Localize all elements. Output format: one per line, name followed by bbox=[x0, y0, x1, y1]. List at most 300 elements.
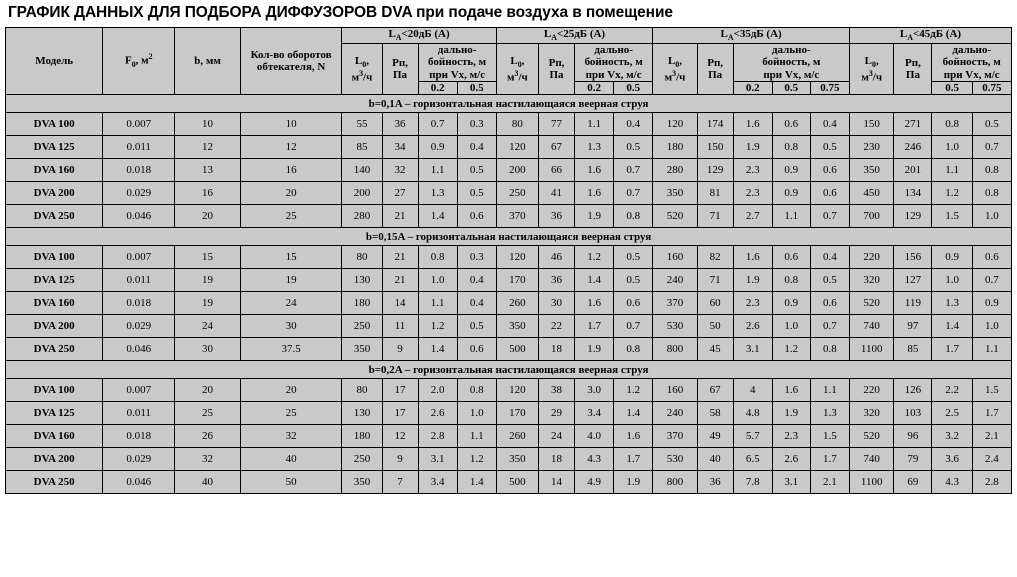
row-g1-v1: 27 bbox=[382, 182, 418, 205]
row-g1-v2: 0.8 bbox=[418, 246, 457, 269]
table-body bbox=[6, 95, 1012, 494]
row-g2-v2: 1.6 bbox=[575, 159, 614, 182]
row-g2-v1: 38 bbox=[539, 379, 575, 402]
row-g2-v0: 260 bbox=[496, 292, 538, 315]
row-g2-v2: 1.3 bbox=[575, 136, 614, 159]
section-caption: b=0,15A – горизонтальная настилающаяся веерная струя bbox=[6, 228, 1012, 246]
header-speed-g1-0: 0.2 bbox=[575, 81, 614, 94]
row-model: DVA 160 bbox=[6, 292, 103, 315]
row-g2-v0: 370 bbox=[496, 205, 538, 228]
row-g4-v3: 2.8 bbox=[972, 471, 1011, 494]
row-g3-v0: 180 bbox=[653, 136, 697, 159]
row-g1-v1: 12 bbox=[382, 425, 418, 448]
table-row bbox=[6, 471, 1012, 494]
row-turns: 20 bbox=[240, 379, 342, 402]
row-g3-v0: 370 bbox=[653, 425, 697, 448]
row-g4-v1: 156 bbox=[894, 246, 932, 269]
table-row bbox=[6, 402, 1012, 425]
row-g3-v2: 1.9 bbox=[733, 136, 772, 159]
row-g1-v3: 1.0 bbox=[457, 402, 496, 425]
row-g3-v4: 0.4 bbox=[810, 246, 849, 269]
row-g3-v0: 120 bbox=[653, 113, 697, 136]
row-g4-v0: 740 bbox=[849, 315, 893, 338]
header-rp-g3: Рп, Па bbox=[894, 44, 932, 95]
row-g1-v2: 1.1 bbox=[418, 159, 457, 182]
table-row bbox=[6, 292, 1012, 315]
row-model: DVA 250 bbox=[6, 205, 103, 228]
row-g1-v2: 3.4 bbox=[418, 471, 457, 494]
row-g4-v2: 1.5 bbox=[932, 205, 972, 228]
row-g3-v4: 0.4 bbox=[810, 113, 849, 136]
row-b: 10 bbox=[175, 113, 241, 136]
row-g4-v0: 740 bbox=[849, 448, 893, 471]
row-g2-v3: 1.4 bbox=[614, 402, 653, 425]
section-caption: b=0,1A – горизонтальная настилающаяся веерная струя bbox=[6, 95, 1012, 113]
row-g3-v0: 160 bbox=[653, 379, 697, 402]
row-g1-v2: 1.3 bbox=[418, 182, 457, 205]
row-model: DVA 200 bbox=[6, 182, 103, 205]
section-caption-row bbox=[6, 361, 1012, 379]
row-model: DVA 250 bbox=[6, 471, 103, 494]
row-g3-v3: 0.9 bbox=[772, 292, 810, 315]
row-g4-v0: 1100 bbox=[849, 338, 893, 361]
row-g3-v1: 45 bbox=[697, 338, 733, 361]
row-g4-v0: 350 bbox=[849, 159, 893, 182]
row-g4-v1: 69 bbox=[894, 471, 932, 494]
row-turns: 25 bbox=[240, 402, 342, 425]
row-f0: 0.046 bbox=[103, 205, 175, 228]
row-g4-v3: 1.5 bbox=[972, 379, 1011, 402]
row-g3-v3: 1.6 bbox=[772, 379, 810, 402]
row-g1-v0: 180 bbox=[342, 292, 382, 315]
header-l0-g3: $L_0$, $м^3/ч$ bbox=[849, 44, 893, 95]
row-g3-v4: 0.7 bbox=[810, 315, 849, 338]
row-g3-v3: 1.2 bbox=[772, 338, 810, 361]
row-g3-v2: 2.6 bbox=[733, 315, 772, 338]
row-b: 32 bbox=[175, 448, 241, 471]
row-g2-v2: 1.6 bbox=[575, 292, 614, 315]
row-g2-v3: 0.4 bbox=[614, 113, 653, 136]
row-g4-v1: 119 bbox=[894, 292, 932, 315]
header-speed-g2-0: 0.2 bbox=[733, 81, 772, 94]
row-g3-v3: 2.6 bbox=[772, 448, 810, 471]
row-g2-v1: 36 bbox=[539, 205, 575, 228]
row-g2-v0: 80 bbox=[496, 113, 538, 136]
row-g4-v2: 0.8 bbox=[932, 113, 972, 136]
watermark bbox=[867, 541, 1005, 573]
row-g3-v4: 1.5 bbox=[810, 425, 849, 448]
row-turns: 37.5 bbox=[240, 338, 342, 361]
row-g2-v2: 1.6 bbox=[575, 182, 614, 205]
header-speed-g0-0: 0.2 bbox=[418, 81, 457, 94]
row-g3-v2: 2.7 bbox=[733, 205, 772, 228]
row-g2-v1: 30 bbox=[539, 292, 575, 315]
row-model: DVA 125 bbox=[6, 269, 103, 292]
row-g2-v0: 200 bbox=[496, 159, 538, 182]
row-f0: 0.018 bbox=[103, 292, 175, 315]
table-row bbox=[6, 136, 1012, 159]
row-turns: 30 bbox=[240, 315, 342, 338]
row-g1-v0: 280 bbox=[342, 205, 382, 228]
row-g4-v0: 230 bbox=[849, 136, 893, 159]
row-g1-v1: 17 bbox=[382, 379, 418, 402]
row-g2-v2: 1.4 bbox=[575, 269, 614, 292]
row-g2-v1: 46 bbox=[539, 246, 575, 269]
row-g3-v2: 2.3 bbox=[733, 159, 772, 182]
row-g1-v0: 250 bbox=[342, 448, 382, 471]
header-row-groups bbox=[6, 28, 1012, 44]
row-g4-v3: 0.8 bbox=[972, 159, 1011, 182]
row-g1-v3: 0.4 bbox=[457, 292, 496, 315]
row-g3-v4: 0.5 bbox=[810, 269, 849, 292]
row-f0: 0.007 bbox=[103, 113, 175, 136]
table-row bbox=[6, 425, 1012, 448]
row-g4-v2: 1.0 bbox=[932, 136, 972, 159]
header-l0-g0: $L_0$, $м^3/ч$ bbox=[342, 44, 382, 95]
row-g1-v0: 140 bbox=[342, 159, 382, 182]
row-g2-v0: 260 bbox=[496, 425, 538, 448]
table-header bbox=[6, 28, 1012, 95]
row-g1-v3: 0.8 bbox=[457, 379, 496, 402]
row-g4-v0: 520 bbox=[849, 425, 893, 448]
row-g4-v0: 700 bbox=[849, 205, 893, 228]
row-b: 30 bbox=[175, 338, 241, 361]
watermark-line2: промышленные системы bbox=[867, 561, 1005, 573]
row-g4-v1: 79 bbox=[894, 448, 932, 471]
row-g1-v3: 0.5 bbox=[457, 182, 496, 205]
row-g4-v1: 129 bbox=[894, 205, 932, 228]
table-row bbox=[6, 338, 1012, 361]
table-row bbox=[6, 246, 1012, 269]
row-g4-v0: 1100 bbox=[849, 471, 893, 494]
row-g3-v1: 81 bbox=[697, 182, 733, 205]
row-g4-v1: 201 bbox=[894, 159, 932, 182]
row-g1-v1: 21 bbox=[382, 269, 418, 292]
row-f0: 0.029 bbox=[103, 448, 175, 471]
row-g3-v3: 0.8 bbox=[772, 269, 810, 292]
row-g1-v1: 11 bbox=[382, 315, 418, 338]
row-turns: 16 bbox=[240, 159, 342, 182]
row-g1-v0: 350 bbox=[342, 338, 382, 361]
row-g2-v3: 0.5 bbox=[614, 136, 653, 159]
row-g2-v1: 77 bbox=[539, 113, 575, 136]
header-rp-g1: Рп, Па bbox=[539, 44, 575, 95]
row-turns: 19 bbox=[240, 269, 342, 292]
row-g2-v3: 1.7 bbox=[614, 448, 653, 471]
header-l0-g2: $L_0$, $м^3/ч$ bbox=[653, 44, 697, 95]
row-g2-v0: 250 bbox=[496, 182, 538, 205]
row-g2-v2: 1.1 bbox=[575, 113, 614, 136]
row-f0: 0.046 bbox=[103, 471, 175, 494]
watermark-line1: Акустика Win bbox=[867, 541, 978, 560]
row-g2-v0: 350 bbox=[496, 315, 538, 338]
row-model: DVA 100 bbox=[6, 113, 103, 136]
row-g1-v1: 7 bbox=[382, 471, 418, 494]
row-g3-v2: 1.6 bbox=[733, 246, 772, 269]
row-g2-v1: 18 bbox=[539, 448, 575, 471]
row-g1-v0: 350 bbox=[342, 471, 382, 494]
row-g2-v0: 500 bbox=[496, 338, 538, 361]
row-turns: 20 bbox=[240, 182, 342, 205]
row-g4-v2: 1.7 bbox=[932, 338, 972, 361]
row-g3-v1: 174 bbox=[697, 113, 733, 136]
row-g3-v2: 5.7 bbox=[733, 425, 772, 448]
row-g1-v2: 2.6 bbox=[418, 402, 457, 425]
row-g4-v3: 0.5 bbox=[972, 113, 1011, 136]
row-turns: 50 bbox=[240, 471, 342, 494]
row-g1-v3: 0.6 bbox=[457, 205, 496, 228]
row-g1-v0: 200 bbox=[342, 182, 382, 205]
row-g4-v1: 127 bbox=[894, 269, 932, 292]
row-g4-v3: 1.0 bbox=[972, 205, 1011, 228]
row-f0: 0.007 bbox=[103, 246, 175, 269]
row-g4-v0: 150 bbox=[849, 113, 893, 136]
header-reach-g3: дально- бойность, м при Vx, м/с bbox=[932, 44, 1012, 82]
row-turns: 24 bbox=[240, 292, 342, 315]
header-group-2: $L_A<35дБ$ (А) bbox=[653, 28, 850, 44]
row-f0: 0.007 bbox=[103, 379, 175, 402]
row-g3-v1: 49 bbox=[697, 425, 733, 448]
row-g4-v1: 96 bbox=[894, 425, 932, 448]
row-g4-v0: 220 bbox=[849, 246, 893, 269]
row-g2-v1: 29 bbox=[539, 402, 575, 425]
row-g1-v0: 55 bbox=[342, 113, 382, 136]
row-g4-v3: 1.1 bbox=[972, 338, 1011, 361]
row-g1-v3: 0.5 bbox=[457, 159, 496, 182]
header-turns: Кол-во оборотов обтекателя, N bbox=[240, 28, 342, 95]
row-g2-v3: 1.2 bbox=[614, 379, 653, 402]
header-model: Модель bbox=[6, 28, 103, 95]
row-g4-v3: 0.9 bbox=[972, 292, 1011, 315]
header-speed-g3-0: 0.5 bbox=[932, 81, 972, 94]
row-g2-v2: 4.0 bbox=[575, 425, 614, 448]
row-g3-v3: 0.9 bbox=[772, 182, 810, 205]
row-g3-v4: 0.7 bbox=[810, 205, 849, 228]
row-g2-v0: 170 bbox=[496, 269, 538, 292]
row-g2-v1: 66 bbox=[539, 159, 575, 182]
row-g1-v1: 17 bbox=[382, 402, 418, 425]
row-g1-v1: 21 bbox=[382, 246, 418, 269]
row-g2-v2: 3.0 bbox=[575, 379, 614, 402]
row-g1-v0: 80 bbox=[342, 379, 382, 402]
row-f0: 0.011 bbox=[103, 269, 175, 292]
row-g2-v1: 67 bbox=[539, 136, 575, 159]
row-g3-v3: 2.3 bbox=[772, 425, 810, 448]
row-g3-v4: 0.6 bbox=[810, 182, 849, 205]
row-b: 40 bbox=[175, 471, 241, 494]
row-g2-v2: 3.4 bbox=[575, 402, 614, 425]
row-model: DVA 160 bbox=[6, 425, 103, 448]
row-g3-v0: 800 bbox=[653, 471, 697, 494]
row-b: 19 bbox=[175, 292, 241, 315]
row-g4-v2: 4.3 bbox=[932, 471, 972, 494]
row-g4-v3: 2.1 bbox=[972, 425, 1011, 448]
row-g1-v0: 85 bbox=[342, 136, 382, 159]
row-g2-v0: 350 bbox=[496, 448, 538, 471]
row-g2-v0: 170 bbox=[496, 402, 538, 425]
row-g3-v0: 520 bbox=[653, 205, 697, 228]
row-g3-v0: 530 bbox=[653, 315, 697, 338]
row-g1-v1: 9 bbox=[382, 448, 418, 471]
row-g3-v4: 0.8 bbox=[810, 338, 849, 361]
row-g3-v4: 0.6 bbox=[810, 159, 849, 182]
row-g2-v3: 0.5 bbox=[614, 269, 653, 292]
row-g4-v2: 1.0 bbox=[932, 269, 972, 292]
row-g4-v1: 103 bbox=[894, 402, 932, 425]
row-g2-v1: 14 bbox=[539, 471, 575, 494]
row-g3-v1: 60 bbox=[697, 292, 733, 315]
row-f0: 0.029 bbox=[103, 315, 175, 338]
row-g3-v3: 0.9 bbox=[772, 159, 810, 182]
row-g4-v0: 220 bbox=[849, 379, 893, 402]
row-g1-v0: 180 bbox=[342, 425, 382, 448]
row-g3-v0: 240 bbox=[653, 402, 697, 425]
row-b: 15 bbox=[175, 246, 241, 269]
row-g3-v4: 1.1 bbox=[810, 379, 849, 402]
row-g4-v3: 2.4 bbox=[972, 448, 1011, 471]
row-g1-v0: 250 bbox=[342, 315, 382, 338]
row-g2-v0: 120 bbox=[496, 136, 538, 159]
row-g2-v3: 0.5 bbox=[614, 246, 653, 269]
row-b: 12 bbox=[175, 136, 241, 159]
row-g1-v1: 34 bbox=[382, 136, 418, 159]
header-l0-g1: $L_0$, $м^3/ч$ bbox=[496, 44, 538, 95]
row-g3-v1: 67 bbox=[697, 379, 733, 402]
row-g1-v2: 1.0 bbox=[418, 269, 457, 292]
header-group-3: $L_A<45дБ$ (А) bbox=[849, 28, 1011, 44]
row-g4-v1: 97 bbox=[894, 315, 932, 338]
row-g1-v3: 0.3 bbox=[457, 246, 496, 269]
row-g3-v2: 4 bbox=[733, 379, 772, 402]
row-g4-v0: 450 bbox=[849, 182, 893, 205]
row-g2-v1: 36 bbox=[539, 269, 575, 292]
row-g3-v0: 530 bbox=[653, 448, 697, 471]
row-f0: 0.018 bbox=[103, 159, 175, 182]
row-f0: 0.011 bbox=[103, 136, 175, 159]
row-turns: 32 bbox=[240, 425, 342, 448]
row-g2-v2: 4.9 bbox=[575, 471, 614, 494]
section-caption-row bbox=[6, 228, 1012, 246]
row-g1-v2: 1.1 bbox=[418, 292, 457, 315]
row-g3-v1: 36 bbox=[697, 471, 733, 494]
row-g1-v1: 9 bbox=[382, 338, 418, 361]
row-g1-v3: 0.5 bbox=[457, 315, 496, 338]
row-b: 24 bbox=[175, 315, 241, 338]
row-model: DVA 200 bbox=[6, 448, 103, 471]
row-g2-v3: 1.9 bbox=[614, 471, 653, 494]
row-g4-v2: 3.2 bbox=[932, 425, 972, 448]
header-speed-g3-1: 0.75 bbox=[972, 81, 1011, 94]
row-turns: 12 bbox=[240, 136, 342, 159]
row-g1-v2: 1.2 bbox=[418, 315, 457, 338]
row-model: DVA 100 bbox=[6, 246, 103, 269]
row-b: 25 bbox=[175, 402, 241, 425]
row-g3-v4: 2.1 bbox=[810, 471, 849, 494]
row-g3-v1: 71 bbox=[697, 205, 733, 228]
table-row bbox=[6, 315, 1012, 338]
table-row bbox=[6, 448, 1012, 471]
row-g3-v3: 1.1 bbox=[772, 205, 810, 228]
row-turns: 10 bbox=[240, 113, 342, 136]
row-g3-v2: 7.8 bbox=[733, 471, 772, 494]
page-title: ГРАФИК ДАННЫХ ДЛЯ ПОДБОРА ДИФФУЗОРОВ DVA при подаче воздуха в помещение bbox=[8, 4, 673, 21]
row-g4-v1: 246 bbox=[894, 136, 932, 159]
row-g3-v3: 3.1 bbox=[772, 471, 810, 494]
row-g3-v4: 1.7 bbox=[810, 448, 849, 471]
row-g3-v4: 0.5 bbox=[810, 136, 849, 159]
table-row bbox=[6, 159, 1012, 182]
row-model: DVA 125 bbox=[6, 136, 103, 159]
row-g2-v1: 18 bbox=[539, 338, 575, 361]
row-g3-v1: 71 bbox=[697, 269, 733, 292]
row-g3-v0: 800 bbox=[653, 338, 697, 361]
row-g1-v2: 0.7 bbox=[418, 113, 457, 136]
row-g3-v3: 0.6 bbox=[772, 246, 810, 269]
row-g3-v4: 0.6 bbox=[810, 292, 849, 315]
row-g4-v0: 520 bbox=[849, 292, 893, 315]
row-g3-v0: 350 bbox=[653, 182, 697, 205]
row-g4-v3: 1.0 bbox=[972, 315, 1011, 338]
row-g3-v2: 2.3 bbox=[733, 182, 772, 205]
row-g3-v2: 1.6 bbox=[733, 113, 772, 136]
row-f0: 0.046 bbox=[103, 338, 175, 361]
row-g4-v2: 2.5 bbox=[932, 402, 972, 425]
row-g2-v3: 0.6 bbox=[614, 292, 653, 315]
header-speed-g2-1: 0.5 bbox=[772, 81, 810, 94]
row-g4-v2: 1.3 bbox=[932, 292, 972, 315]
row-g4-v2: 1.2 bbox=[932, 182, 972, 205]
row-g1-v3: 0.4 bbox=[457, 136, 496, 159]
row-g3-v1: 50 bbox=[697, 315, 733, 338]
row-model: DVA 160 bbox=[6, 159, 103, 182]
row-g3-v0: 280 bbox=[653, 159, 697, 182]
row-g2-v3: 0.7 bbox=[614, 315, 653, 338]
row-g4-v3: 0.6 bbox=[972, 246, 1011, 269]
row-turns: 15 bbox=[240, 246, 342, 269]
row-g1-v1: 36 bbox=[382, 113, 418, 136]
row-g3-v1: 150 bbox=[697, 136, 733, 159]
row-g1-v0: 130 bbox=[342, 269, 382, 292]
row-g4-v3: 0.7 bbox=[972, 136, 1011, 159]
row-g4-v3: 0.8 bbox=[972, 182, 1011, 205]
header-speed-g0-1: 0.5 bbox=[457, 81, 496, 94]
table-row bbox=[6, 182, 1012, 205]
header-reach-g2: дально- бойность, м при Vx, м/с bbox=[733, 44, 849, 82]
row-g4-v2: 1.4 bbox=[932, 315, 972, 338]
row-g4-v2: 1.1 bbox=[932, 159, 972, 182]
row-g4-v1: 134 bbox=[894, 182, 932, 205]
row-g4-v2: 2.2 bbox=[932, 379, 972, 402]
row-g1-v3: 0.6 bbox=[457, 338, 496, 361]
header-reach-g1: дально- бойность, м при Vx, м/с bbox=[575, 44, 653, 82]
row-g3-v3: 0.8 bbox=[772, 136, 810, 159]
row-g1-v3: 1.1 bbox=[457, 425, 496, 448]
header-speed-g1-1: 0.5 bbox=[614, 81, 653, 94]
row-g4-v3: 1.7 bbox=[972, 402, 1011, 425]
row-g3-v0: 160 bbox=[653, 246, 697, 269]
row-g4-v3: 0.7 bbox=[972, 269, 1011, 292]
row-g1-v1: 14 bbox=[382, 292, 418, 315]
row-g3-v2: 6.5 bbox=[733, 448, 772, 471]
header-rp-g0: Рп, Па bbox=[382, 44, 418, 95]
row-g2-v2: 1.9 bbox=[575, 205, 614, 228]
row-b: 16 bbox=[175, 182, 241, 205]
row-g3-v2: 3.1 bbox=[733, 338, 772, 361]
row-g1-v2: 2.8 bbox=[418, 425, 457, 448]
row-g2-v2: 4.3 bbox=[575, 448, 614, 471]
row-g2-v0: 500 bbox=[496, 471, 538, 494]
row-g2-v3: 0.8 bbox=[614, 338, 653, 361]
